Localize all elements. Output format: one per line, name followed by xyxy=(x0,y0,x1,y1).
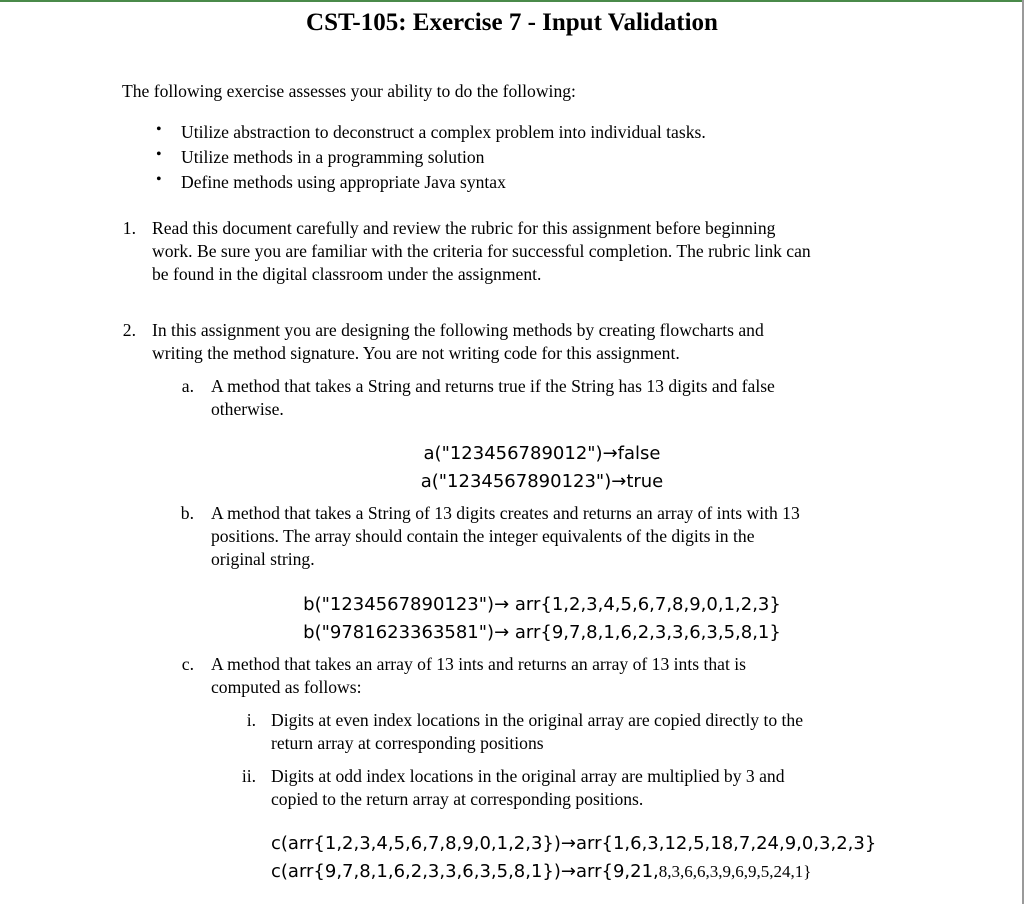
example-block xyxy=(271,830,876,886)
example-line: a("123456789012")→false xyxy=(423,443,661,464)
bullet-icon: • xyxy=(156,146,162,163)
item-text-line: writing the method signature. You are not writing code for this assignment. xyxy=(152,343,680,363)
sub-item-text-line: A method that takes a String and returns true if the String has 13 digits and false xyxy=(211,376,775,396)
sub-sub-item-text-line: Digits at even index locations in the original array are copied directly to the xyxy=(271,710,804,730)
objective-item: Define methods using appropriate Java syntax xyxy=(181,172,506,192)
objective-item: Utilize methods in a programming solution xyxy=(181,147,485,167)
example-line-tail: 8,3,6,6,3,9,6,9,5,24,1} xyxy=(658,862,812,881)
item-text-line: Read this document carefully and review the rubric for this assignment before beginning xyxy=(152,218,776,238)
item-text-line: work. Be sure you are familiar with the criteria for successful completion. The rubric link can xyxy=(152,241,811,261)
roman-numeral: ii. xyxy=(241,766,256,786)
sub-item-letter: c. xyxy=(181,654,194,674)
sub-item-letter: a. xyxy=(181,376,194,396)
example-block xyxy=(300,440,784,496)
example-block xyxy=(230,591,854,647)
example-line-start: c(arr{9,7,8,1,6,2,3,3,6,3,5,8,1})→arr{9,21, xyxy=(271,861,659,882)
item-text-line: be found in the digital classroom under the assignment. xyxy=(152,264,542,284)
sub-sub-item-text-line: copied to the return array at corresponding positions. xyxy=(271,789,644,809)
sub-sub-item-text-line: return array at corresponding positions xyxy=(271,733,544,753)
sub-item-text-line: otherwise. xyxy=(211,399,284,419)
example-line: a("1234567890123")→true xyxy=(420,471,664,492)
sub-item-text-line: A method that takes a String of 13 digits creates and returns an array of ints with 13 xyxy=(211,503,800,523)
sub-item-letter: b. xyxy=(180,503,194,523)
bullet-icon: • xyxy=(156,121,162,138)
bullet-icon: • xyxy=(156,171,162,188)
item-text-line: In this assignment you are designing the following methods by creating flowcharts and xyxy=(152,320,764,340)
example-line: b("1234567890123")→ arr{1,2,3,4,5,6,7,8,9,0,1,2,3} xyxy=(303,594,781,615)
sub-item-text-line: A method that takes an array of 13 ints and returns an array of 13 ints that is xyxy=(211,654,747,674)
item-number: 2. xyxy=(122,320,136,340)
sub-item-text-line: original string. xyxy=(211,549,315,569)
sub-item-text-line: positions. The array should contain the integer equivalents of the digits in the xyxy=(211,526,755,546)
sub-item-text-line: computed as follows: xyxy=(211,677,362,697)
example-line: c(arr{1,2,3,4,5,6,7,8,9,0,1,2,3})→arr{1,6,3,12,5,18,7,24,9,0,3,2,3} xyxy=(271,833,877,854)
objective-item: Utilize abstraction to deconstruct a complex problem into individual tasks. xyxy=(181,122,706,142)
sub-sub-item-text-line: Digits at odd index locations in the original array are multiplied by 3 and xyxy=(271,766,785,786)
roman-numeral: i. xyxy=(246,710,256,730)
top-border xyxy=(0,0,1024,2)
page-title: CST-105: Exercise 7 - Input Validation xyxy=(306,9,718,36)
item-number: 1. xyxy=(122,218,136,238)
example-line xyxy=(271,858,876,886)
intro-text: The following exercise assesses your ability to do the following: xyxy=(122,81,576,101)
example-line: b("9781623363581")→ arr{9,7,8,1,6,2,3,3,6,3,5,8,1} xyxy=(303,622,781,643)
